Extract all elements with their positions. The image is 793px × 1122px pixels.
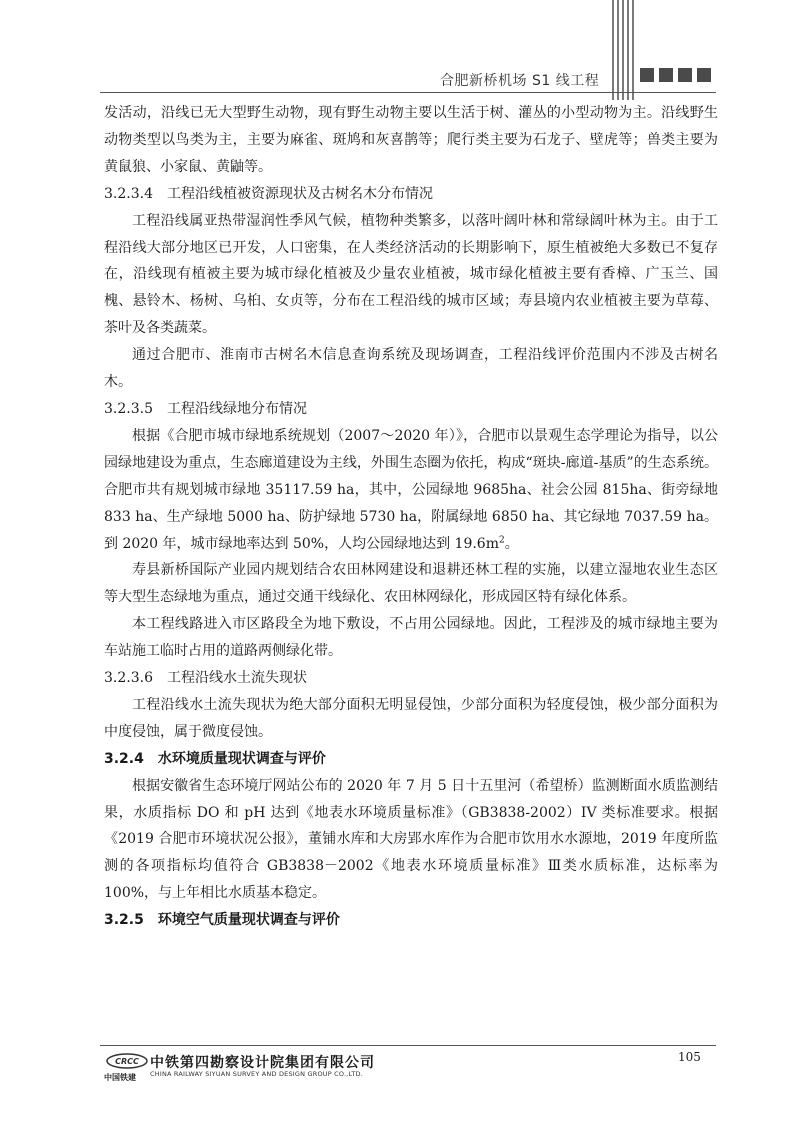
subsection-heading bbox=[104, 181, 718, 208]
footer-rule bbox=[100, 1045, 716, 1046]
body-paragraph bbox=[104, 773, 718, 908]
section-heading bbox=[104, 907, 718, 934]
body-paragraph bbox=[104, 423, 718, 558]
paragraph-text: 3.2.3.4 工程沿线植被资源现状及古树名木分布情况 bbox=[104, 185, 433, 202]
body-paragraph bbox=[104, 100, 718, 181]
paragraph-text: 本工程线路进入市区路段全为地下敷设，不占用公园绿地。因此，工程涉及的城市绿地主要为车站施工临时占用的道路两侧绿化带。 bbox=[104, 616, 718, 660]
paragraph-text: 3.2.3.5 工程沿线绿地分布情况 bbox=[104, 400, 307, 417]
paragraph-tail: 。 bbox=[504, 535, 519, 552]
paragraph-text: 寿县新桥国际产业园内规划结合农田林网建设和退耕还林工程的实施，以建立湿地农业生态区等大型生态绿地为重点，通过交通干线绿化、农田林网绿化，形成园区特有绿化体系。 bbox=[104, 562, 718, 606]
footer-brand: 中国铁建 bbox=[104, 1073, 136, 1082]
logo-text: CRCC bbox=[115, 1057, 139, 1066]
paragraph-text: 根据安徽省生态环境厅网站公布的 2020 年 7 月 5 日十五里河（希望桥）监测断面水质监测结果，水质指标 DO 和 pH 达到《地表水环境质量标准》（GB3838-2002）IV 类标准要求。根据《2019 合肥市环境状况公报》，董铺水库和大房郢水库作为合肥市饮用水水源地，2019 年度所监测的各项指标均值符合 GB3838－2002《地表水环境质量标准》Ⅲ类水质标准，达标率为 100%，与上年相比水质基本稳定。 bbox=[104, 777, 718, 902]
subsection-heading bbox=[104, 396, 718, 423]
footer-company-en: CHINA RAILWAY SIYUAN SURVEY AND DESIGN GROUP CO.,LTD. bbox=[150, 1070, 363, 1078]
body-paragraph bbox=[104, 611, 718, 665]
paragraph-text: 工程沿线水土流失现状为绝大部分面积无明显侵蚀，少部分面积为轻度侵蚀，极少部分面积为中度侵蚀，属于微度侵蚀。 bbox=[104, 696, 718, 740]
body-paragraph bbox=[104, 342, 718, 396]
footer-company-cn: 中铁第四勘察设计院集团有限公司 bbox=[150, 1055, 375, 1071]
paragraph-text: 3.2.5 环境空气质量现状调查与评价 bbox=[104, 912, 340, 929]
header-square-icons bbox=[640, 68, 720, 88]
page-number: 105 bbox=[678, 1050, 701, 1064]
paragraph-text: 3.2.3.6 工程沿线水土流失现状 bbox=[104, 670, 307, 687]
paragraph-text: 工程沿线属亚热带湿润性季风气候，植物种类繁多，以落叶阔叶林和常绿阔叶林为主。由于工程沿线大部分地区已开发，人口密集，在人类经济活动的长期影响下，原生植被绝大多数已不复存在，沿线现有植被主要为城市绿化植被及少量农业植被，城市绿化植被主要有香樟、广玉兰、国槐、悬铃木、杨树、乌桕、女贞等，分布在工程沿线的城市区域；寿县境内农业植被主要为草莓、茶叶及各类蔬菜。 bbox=[104, 212, 718, 337]
page-body bbox=[104, 100, 718, 934]
superscript: 2 bbox=[499, 534, 505, 545]
body-paragraph bbox=[104, 557, 718, 611]
header-rule bbox=[100, 92, 716, 93]
subsection-heading bbox=[104, 665, 718, 692]
body-paragraph bbox=[104, 692, 718, 746]
paragraph-text: 发活动，沿线已无大型野生动物，现有野生动物主要以生活于树、灌丛的小型动物为主。沿线野生动物类型以鸟类为主，主要为麻雀、斑鸠和灰喜鹊等；爬行类主要为石龙子、壁虎等；兽类主要为黄鼠狼、小家鼠、黄鼬等。 bbox=[104, 105, 718, 175]
paragraph-text: 通过合肥市、淮南市古树名木信息查询系统及现场调查，工程沿线评价范围内不涉及古树名木。 bbox=[104, 347, 718, 391]
body-paragraph bbox=[104, 208, 718, 343]
paragraph-text: 根据《合肥市城市绿地系统规划（2007～2020 年）》，合肥市以景观生态学理论为指导，以公园绿地建设为重点，生态廊道建设为主线，外围生态圈为依托，构成“斑块-廊道-基质”的生态系统。合肥市共有规划城市绿地 35117.59 ha，其中，公园绿地 9685ha、社会公园 815ha、街旁绿地 833 ha、生产绿地 5000 ha、防护绿地 5730 ha，附属绿地 6850 ha、其它绿地 7037.59 ha。到 2020 年，城市绿地率达到 50%，人均公园绿地达到 19.6m bbox=[104, 427, 718, 552]
header-title: 合肥新桥机场 S1 线工程 bbox=[440, 73, 600, 89]
paragraph-text: 3.2.4 水环境质量现状调查与评价 bbox=[104, 750, 326, 767]
section-heading bbox=[104, 746, 718, 773]
